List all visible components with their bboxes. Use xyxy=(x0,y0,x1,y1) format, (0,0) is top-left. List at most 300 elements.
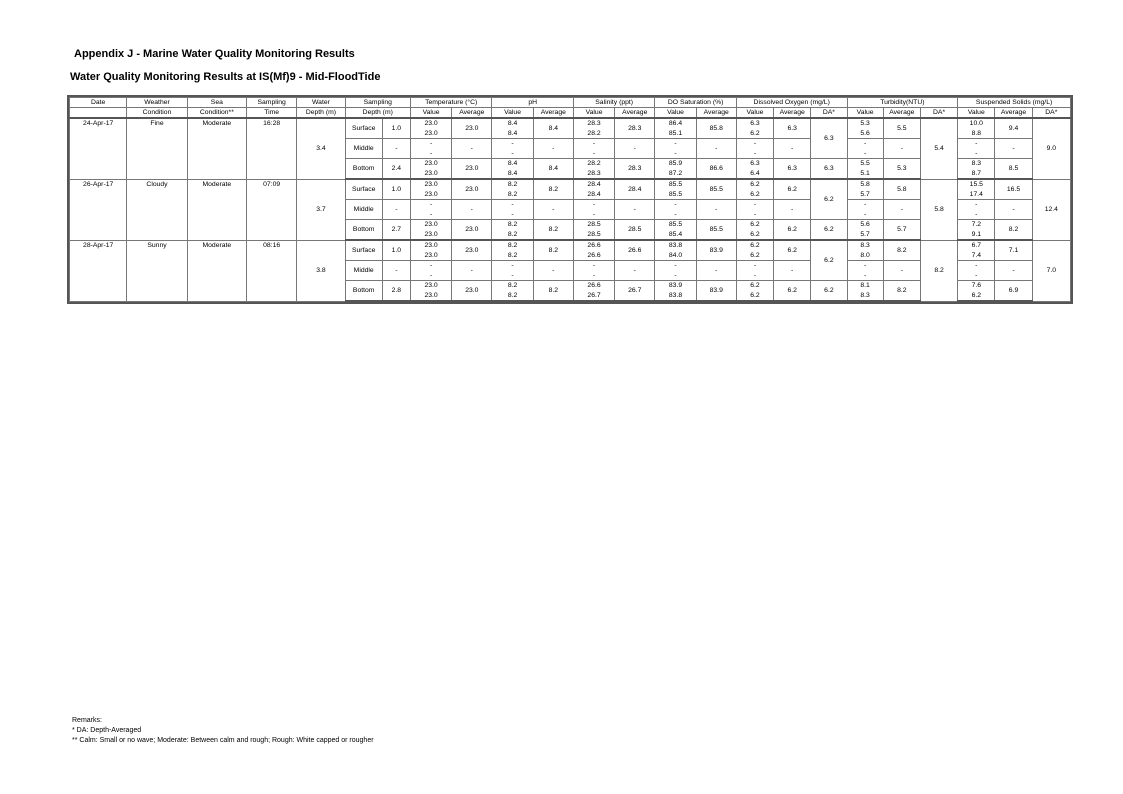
ph-values-reading: 8.4 xyxy=(507,129,518,137)
header2-time: Time xyxy=(247,108,297,119)
do-saturation-values-reading: 83.8 xyxy=(668,242,683,249)
ph-values-reading: 8.2 xyxy=(507,190,518,198)
do-saturation-values-reading: 86.4 xyxy=(668,120,683,127)
salinity-values xyxy=(573,159,614,180)
do-saturation-values-reading: - xyxy=(674,140,677,147)
header-water-depth: Water xyxy=(297,98,345,108)
ph-values xyxy=(492,118,533,139)
suspended-solids-values-reading: 8.8 xyxy=(971,129,982,137)
ph-average: 8.2 xyxy=(533,281,573,302)
sampling-depth-cell: 2.4 xyxy=(382,159,410,180)
salinity-values xyxy=(573,240,614,261)
dissolved-oxygen-values-reading: - xyxy=(753,262,757,269)
temperature-values-reading: - xyxy=(429,271,433,279)
temperature-values xyxy=(410,139,451,159)
dissolved-oxygen-values-reading: 6.2 xyxy=(750,221,760,228)
suspended-solids-values-reading: - xyxy=(975,210,978,218)
salinity-average: - xyxy=(615,139,655,159)
table-row xyxy=(70,240,1071,261)
table-title: Water Quality Monitoring Results at IS(Mf)9 - Mid-FloodTide xyxy=(70,71,381,83)
remarks xyxy=(72,716,374,746)
dissolved-oxygen-values-reading: 6.3 xyxy=(750,120,760,127)
dissolved-oxygen-values-reading: 6.2 xyxy=(750,190,760,198)
salinity-average: - xyxy=(615,200,655,220)
suspended-solids-values-reading: 7.2 xyxy=(971,221,982,228)
salinity-values-reading: 28.4 xyxy=(587,181,601,188)
dissolved-oxygen-values xyxy=(736,240,773,261)
dissolved-oxygen-values-reading: 6.2 xyxy=(750,230,760,238)
ph-average: - xyxy=(533,261,573,281)
suspended-solids-da: 12.4 xyxy=(1032,179,1070,240)
sampling-level-cell: Surface xyxy=(345,179,382,200)
do-saturation-values xyxy=(655,159,696,180)
do-saturation-average: - xyxy=(696,139,736,159)
table-row xyxy=(70,118,1071,139)
water-depth-cell: 3.4 xyxy=(297,118,345,179)
do-saturation-average: 83.9 xyxy=(696,281,736,302)
ph-values-reading: 8.2 xyxy=(507,282,518,289)
turbidity-values xyxy=(847,200,883,220)
dissolved-oxygen-da-bottom: 6.2 xyxy=(811,281,847,302)
turbidity-values xyxy=(847,179,883,200)
salinity-values-reading: 28.3 xyxy=(587,120,601,127)
ph-average: 8.2 xyxy=(533,240,573,261)
header2-average: Average xyxy=(615,108,655,119)
date-cell: 24-Apr-17 xyxy=(70,118,127,179)
ph-values-reading: - xyxy=(511,140,514,147)
suspended-solids-values-reading: - xyxy=(975,140,978,147)
date-cell: 28-Apr-17 xyxy=(70,240,127,301)
turbidity-values-reading: - xyxy=(863,210,867,218)
sea-condition-cell: Moderate xyxy=(187,118,246,179)
suspended-solids-average: - xyxy=(995,261,1032,281)
turbidity-values-reading: 8.1 xyxy=(860,282,870,289)
sampling-depth-cell: - xyxy=(382,261,410,281)
turbidity-average: 5.7 xyxy=(883,220,920,241)
remarks-heading: Remarks: xyxy=(72,717,102,724)
dissolved-oxygen-da-bottom: 6.2 xyxy=(811,220,847,241)
temperature-values-reading: 23.0 xyxy=(424,169,438,177)
turbidity-average: - xyxy=(883,261,920,281)
dissolved-oxygen-values-reading: 6.2 xyxy=(750,181,760,188)
ph-average: - xyxy=(533,200,573,220)
turbidity-values-reading: - xyxy=(863,201,867,208)
suspended-solids-average: 9.4 xyxy=(995,118,1032,139)
sampling-level-cell: Middle xyxy=(345,200,382,220)
suspended-solids-values xyxy=(958,261,995,281)
sampling-level-cell: Bottom xyxy=(345,220,382,241)
dissolved-oxygen-da: 6.3 xyxy=(811,118,847,159)
temperature-values xyxy=(410,261,451,281)
header-row-2 xyxy=(70,108,1071,119)
temperature-values xyxy=(410,281,451,302)
dissolved-oxygen-values-reading: 6.2 xyxy=(750,291,760,299)
ph-values-reading: - xyxy=(511,262,514,269)
salinity-average: 28.3 xyxy=(615,118,655,139)
sea-condition-cell: Moderate xyxy=(187,240,246,301)
sampling-depth-cell: - xyxy=(382,139,410,159)
dissolved-oxygen-values-reading: - xyxy=(753,149,757,157)
ph-values xyxy=(492,261,533,281)
suspended-solids-values-reading: 6.7 xyxy=(971,242,982,249)
salinity-values-reading: 28.5 xyxy=(587,230,601,238)
temperature-values-reading: 23.0 xyxy=(424,230,438,238)
header2-average: Average xyxy=(452,108,492,119)
salinity-values xyxy=(573,220,614,241)
date-cell: 26-Apr-17 xyxy=(70,179,127,240)
table-row xyxy=(70,179,1071,200)
do-saturation-values-reading: 83.8 xyxy=(668,291,683,299)
water-depth-cell: 3.8 xyxy=(297,240,345,301)
turbidity-da: 5.8 xyxy=(920,179,957,240)
turbidity-values xyxy=(847,240,883,261)
dissolved-oxygen-average: 6.3 xyxy=(774,159,811,180)
temperature-values-reading: 23.0 xyxy=(424,242,438,249)
do-saturation-values xyxy=(655,240,696,261)
do-saturation-values-reading: 83.9 xyxy=(668,282,683,289)
temperature-average: 23.0 xyxy=(452,220,492,241)
sea-condition-cell: Moderate xyxy=(187,179,246,240)
header2-value: Value xyxy=(492,108,533,119)
turbidity-average: - xyxy=(883,200,920,220)
salinity-values xyxy=(573,118,614,139)
header2-value: Value xyxy=(847,108,883,119)
header2-da: DA* xyxy=(920,108,957,119)
ph-values-reading: 8.2 xyxy=(507,251,518,259)
salinity-values-reading: 26.6 xyxy=(587,282,601,289)
suspended-solids-average: - xyxy=(995,200,1032,220)
ph-values xyxy=(492,240,533,261)
ph-values xyxy=(492,200,533,220)
temperature-values-reading: 23.0 xyxy=(424,282,438,289)
results-table xyxy=(69,97,1071,302)
ph-average: 8.2 xyxy=(533,220,573,241)
suspended-solids-da: 7.0 xyxy=(1032,240,1070,301)
turbidity-values-reading: 8.3 xyxy=(860,242,870,249)
suspended-solids-average: 8.5 xyxy=(995,159,1032,180)
turbidity-values-reading: 5.7 xyxy=(860,190,870,198)
sampling-depth-cell: 1.0 xyxy=(382,240,410,261)
suspended-solids-average: 6.9 xyxy=(995,281,1032,302)
temperature-values xyxy=(410,179,451,200)
weather-cell: Cloudy xyxy=(127,179,187,240)
temperature-values-reading: 23.0 xyxy=(424,291,438,299)
suspended-solids-values-reading: 10.0 xyxy=(969,120,983,127)
dissolved-oxygen-values xyxy=(736,220,773,241)
dissolved-oxygen-values-reading: - xyxy=(753,210,757,218)
dissolved-oxygen-values xyxy=(736,281,773,302)
temperature-values-reading: 23.0 xyxy=(424,129,438,137)
salinity-average: 26.7 xyxy=(615,281,655,302)
dissolved-oxygen-average: 6.2 xyxy=(774,220,811,241)
salinity-values-reading: 26.7 xyxy=(587,291,601,299)
turbidity-values xyxy=(847,159,883,180)
weather-cell: Sunny xyxy=(127,240,187,301)
do-saturation-average: - xyxy=(696,261,736,281)
temperature-values-reading: 23.0 xyxy=(424,160,438,167)
do-saturation-values xyxy=(655,261,696,281)
sampling-depth-cell: 1.0 xyxy=(382,179,410,200)
turbidity-values-reading: 8.0 xyxy=(860,251,870,259)
do-saturation-values-reading: 87.2 xyxy=(668,169,683,177)
temperature-values xyxy=(410,159,451,180)
turbidity-values-reading: - xyxy=(863,149,867,157)
suspended-solids-values xyxy=(958,159,995,180)
header2-da: DA* xyxy=(1032,108,1070,119)
sampling-level-cell: Surface xyxy=(345,118,382,139)
turbidity-values xyxy=(847,281,883,302)
header-weather: Weather xyxy=(127,98,187,108)
temperature-values xyxy=(410,240,451,261)
suspended-solids-values xyxy=(958,220,995,241)
do-saturation-values-reading: 85.5 xyxy=(668,190,683,198)
temperature-values-reading: 23.0 xyxy=(424,221,438,228)
dissolved-oxygen-average: - xyxy=(774,200,811,220)
turbidity-values-reading: 5.1 xyxy=(860,169,870,177)
dissolved-oxygen-average: 6.2 xyxy=(774,281,811,302)
header-date: Date xyxy=(70,98,127,108)
header2-value: Value xyxy=(958,108,995,119)
suspended-solids-values-reading: - xyxy=(975,149,978,157)
dissolved-oxygen-values-reading: 6.4 xyxy=(750,169,760,177)
suspended-solids-average: - xyxy=(995,139,1032,159)
dissolved-oxygen-values-reading: - xyxy=(753,271,757,279)
turbidity-values xyxy=(847,118,883,139)
turbidity-values xyxy=(847,139,883,159)
salinity-values xyxy=(573,139,614,159)
suspended-solids-da: 9.0 xyxy=(1032,118,1070,179)
turbidity-values-reading: 5.6 xyxy=(860,221,870,228)
dissolved-oxygen-average: 6.2 xyxy=(774,179,811,200)
do-saturation-average: 85.5 xyxy=(696,220,736,241)
salinity-values xyxy=(573,281,614,302)
suspended-solids-values-reading: 7.4 xyxy=(971,251,982,259)
salinity-values-reading: - xyxy=(592,140,596,147)
header-dissolved-oxygen: Dissolved Oxygen (mg/L) xyxy=(736,98,847,108)
suspended-solids-values xyxy=(958,200,995,220)
header2-average: Average xyxy=(883,108,920,119)
header2-average: Average xyxy=(533,108,573,119)
dissolved-oxygen-values-reading: 6.3 xyxy=(750,160,760,167)
ph-average: - xyxy=(533,139,573,159)
temperature-average: - xyxy=(452,261,492,281)
turbidity-values-reading: 5.6 xyxy=(860,129,870,137)
suspended-solids-average: 7.1 xyxy=(995,240,1032,261)
sampling-time-cell: 08:16 xyxy=(247,240,297,301)
turbidity-da: 8.2 xyxy=(920,240,957,301)
temperature-values-reading: 23.0 xyxy=(424,251,438,259)
ph-values-reading: - xyxy=(511,271,514,279)
turbidity-values xyxy=(847,220,883,241)
salinity-values xyxy=(573,179,614,200)
turbidity-values xyxy=(847,261,883,281)
do-saturation-values xyxy=(655,179,696,200)
sampling-time-cell: 07:09 xyxy=(247,179,297,240)
turbidity-values-reading: 5.3 xyxy=(860,120,870,127)
header2-average: Average xyxy=(774,108,811,119)
salinity-values-reading: - xyxy=(592,149,596,157)
do-saturation-values xyxy=(655,281,696,302)
salinity-average: 28.5 xyxy=(615,220,655,241)
do-saturation-values-reading: - xyxy=(674,262,677,269)
ph-values xyxy=(492,139,533,159)
header-temperature: Temperature (°C) xyxy=(410,98,491,108)
salinity-average: 28.3 xyxy=(615,159,655,180)
dissolved-oxygen-values-reading: 6.2 xyxy=(750,282,760,289)
turbidity-values-reading: - xyxy=(863,271,867,279)
header-ph: pH xyxy=(492,98,573,108)
dissolved-oxygen-da: 6.2 xyxy=(811,179,847,220)
temperature-values-reading: - xyxy=(429,149,433,157)
salinity-average: - xyxy=(615,261,655,281)
suspended-solids-values-reading: 15.5 xyxy=(969,181,983,188)
sampling-depth-cell: 2.7 xyxy=(382,220,410,241)
suspended-solids-values xyxy=(958,240,995,261)
salinity-values-reading: 26.6 xyxy=(587,251,601,259)
turbidity-values-reading: - xyxy=(863,140,867,147)
temperature-values-reading: - xyxy=(429,210,433,218)
ph-values-reading: - xyxy=(511,210,514,218)
salinity-values xyxy=(573,261,614,281)
dissolved-oxygen-values-reading: 6.2 xyxy=(750,251,760,259)
temperature-average: 23.0 xyxy=(452,159,492,180)
do-saturation-values xyxy=(655,139,696,159)
header2-sea: Condition** xyxy=(187,108,246,119)
suspended-solids-values-reading: 9.1 xyxy=(971,230,982,238)
turbidity-average: 5.3 xyxy=(883,159,920,180)
temperature-average: - xyxy=(452,139,492,159)
header2-date xyxy=(70,108,127,119)
temperature-values xyxy=(410,118,451,139)
suspended-solids-values-reading: 8.3 xyxy=(971,160,982,167)
dissolved-oxygen-average: - xyxy=(774,261,811,281)
salinity-values-reading: 28.2 xyxy=(587,129,601,137)
ph-values xyxy=(492,281,533,302)
ph-values-reading: 8.2 xyxy=(507,291,518,299)
do-saturation-average: 83.9 xyxy=(696,240,736,261)
dissolved-oxygen-average: 6.2 xyxy=(774,240,811,261)
salinity-values-reading: 28.5 xyxy=(587,221,601,228)
turbidity-values-reading: - xyxy=(863,262,867,269)
turbidity-values-reading: 5.8 xyxy=(860,181,870,188)
dissolved-oxygen-values xyxy=(736,179,773,200)
suspended-solids-values xyxy=(958,179,995,200)
sampling-level-cell: Bottom xyxy=(345,159,382,180)
salinity-values-reading: - xyxy=(592,271,596,279)
temperature-values-reading: 23.0 xyxy=(424,120,438,127)
suspended-solids-values xyxy=(958,139,995,159)
salinity-values-reading: 28.3 xyxy=(587,169,601,177)
weather-cell: Fine xyxy=(127,118,187,179)
ph-values xyxy=(492,220,533,241)
ph-values-reading: 8.2 xyxy=(507,242,518,249)
remark-da: * DA: Depth-Averaged xyxy=(72,727,142,734)
ph-values-reading: - xyxy=(511,201,514,208)
suspended-solids-average: 8.2 xyxy=(995,220,1032,241)
salinity-values-reading: - xyxy=(592,262,596,269)
header2-value: Value xyxy=(410,108,451,119)
salinity-values-reading: 28.2 xyxy=(587,160,601,167)
sampling-time-cell: 16:28 xyxy=(247,118,297,179)
turbidity-average: 8.2 xyxy=(883,240,920,261)
dissolved-oxygen-values xyxy=(736,159,773,180)
temperature-values-reading: - xyxy=(429,140,433,147)
suspended-solids-average: 16.5 xyxy=(995,179,1032,200)
ph-values-reading: 8.4 xyxy=(507,160,518,167)
ph-values-reading: 8.2 xyxy=(507,181,518,188)
header2-value: Value xyxy=(573,108,614,119)
ph-average: 8.4 xyxy=(533,159,573,180)
suspended-solids-values-reading: - xyxy=(975,271,978,279)
ph-values-reading: 8.2 xyxy=(507,230,518,238)
sampling-level-cell: Surface xyxy=(345,240,382,261)
do-saturation-values-reading: 84.0 xyxy=(668,251,683,259)
dissolved-oxygen-average: 6.3 xyxy=(774,118,811,139)
header2-weather: Condition xyxy=(127,108,187,119)
do-saturation-average: 85.5 xyxy=(696,179,736,200)
do-saturation-values-reading: - xyxy=(674,149,677,157)
dissolved-oxygen-average: - xyxy=(774,139,811,159)
salinity-values xyxy=(573,200,614,220)
dissolved-oxygen-values-reading: - xyxy=(753,140,757,147)
do-saturation-values xyxy=(655,118,696,139)
header2-da: DA* xyxy=(811,108,847,119)
header-sampling-time: Sampling xyxy=(247,98,297,108)
turbidity-average: 8.2 xyxy=(883,281,920,302)
suspended-solids-values-reading: 7.6 xyxy=(971,282,982,289)
temperature-values-reading: - xyxy=(429,201,433,208)
dissolved-oxygen-values-reading: 6.2 xyxy=(750,242,760,249)
ph-values xyxy=(492,159,533,180)
suspended-solids-values xyxy=(958,281,995,302)
dissolved-oxygen-da: 6.2 xyxy=(811,240,847,281)
temperature-values-reading: 23.0 xyxy=(424,181,438,188)
do-saturation-values-reading: 85.1 xyxy=(668,129,683,137)
sampling-depth-cell: - xyxy=(382,200,410,220)
header-sea: Sea xyxy=(187,98,246,108)
sampling-level-cell: Middle xyxy=(345,139,382,159)
page-title: Appendix J - Marine Water Quality Monitoring Results xyxy=(74,48,355,60)
salinity-values-reading: - xyxy=(592,201,596,208)
ph-values-reading: - xyxy=(511,149,514,157)
suspended-solids-values-reading: 17.4 xyxy=(969,190,983,198)
do-saturation-values-reading: 85.4 xyxy=(668,230,683,238)
dissolved-oxygen-values xyxy=(736,261,773,281)
suspended-solids-values-reading: 6.2 xyxy=(971,291,982,299)
dissolved-oxygen-values-reading: 6.2 xyxy=(750,129,760,137)
suspended-solids-values-reading: - xyxy=(975,262,978,269)
do-saturation-values xyxy=(655,200,696,220)
salinity-values-reading: 28.4 xyxy=(587,190,601,198)
turbidity-average: 5.8 xyxy=(883,179,920,200)
results-table-frame xyxy=(67,95,1073,304)
salinity-values-reading: 26.6 xyxy=(587,242,601,249)
do-saturation-average: 85.8 xyxy=(696,118,736,139)
do-saturation-values-reading: 85.5 xyxy=(668,221,683,228)
temperature-average: 23.0 xyxy=(452,281,492,302)
header-suspended-solids: Suspended Solids (mg/L) xyxy=(958,98,1071,108)
header-salinity: Salinity (ppt) xyxy=(573,98,654,108)
temperature-average: 23.0 xyxy=(452,240,492,261)
header2-average: Average xyxy=(696,108,736,119)
header-sampling-depth: Sampling xyxy=(345,98,410,108)
temperature-average: 23.0 xyxy=(452,118,492,139)
ph-values-reading: 8.4 xyxy=(507,169,518,177)
header-row-1 xyxy=(70,98,1071,108)
temperature-average: - xyxy=(452,200,492,220)
sampling-depth-cell: 2.8 xyxy=(382,281,410,302)
turbidity-values-reading: 5.5 xyxy=(860,160,870,167)
